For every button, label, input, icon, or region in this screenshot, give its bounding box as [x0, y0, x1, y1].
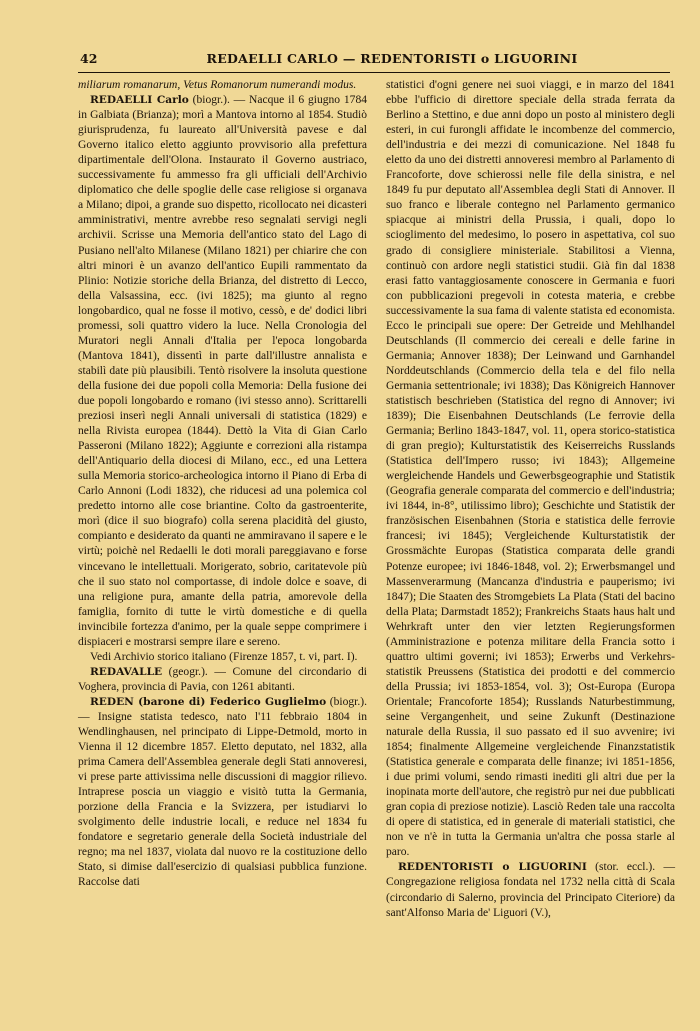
entry-headword: REDAELLI Carlo	[90, 94, 189, 107]
page-header	[78, 48, 670, 70]
entry-reden	[78, 695, 367, 891]
page-number: 42	[80, 51, 98, 66]
entry-text: (geogr.). — Comune del circondario di Voghera, provincia di Pavia, con 1261 abitanti.	[78, 665, 367, 693]
entry-headword: REDAVALLE	[90, 665, 163, 678]
entry-headword: REDENTORISTI o LIGUORINI	[398, 861, 587, 874]
entry-redavalle	[78, 665, 367, 695]
right-column	[386, 78, 675, 921]
entry-redaelli	[78, 93, 367, 650]
running-title: REDAELLI CARLO — REDENTORISTI o LIGUORINI	[206, 51, 578, 66]
entry-continuation: miliarum romanarum, Vetus Romanorum numerandi modus.	[78, 79, 357, 91]
entry-redentoristi	[386, 860, 675, 920]
entry-reden-continued: statistici d'ogni genere nei suoi viaggi, e in marzo del 1841 ebbe l'ufficio di direttore speciale della strada ferrata da Berlino a Stettino, e due anni dopo un posto al ministero degli esteri, in cui furongli affidate le incombenze del commercio, dell'industria e dei mezzi di comunicazione. Nel 1848 fu eletto da uno dei distretti annoveresi membro al Parlamento di Francoforte, dove schierossi nelle file della sinistra, e nel 1849 fu pur deputato all'Assemblea degli Stati di Annover. Il suo franco e liberale contegno nel Parlamento germanico spiacque ai ministri della Prussia, i quali, dopo lo scioglimento del medesimo, lo posero in aspettativa, col suo grado di consigliere ministeriale. Stabilitosi a Vienna, continuò con ardore negli statistici studii. Già fin dal 1838 erasi fatto vantaggiosamente conoscere in Germania e fuori con pubblicazioni pregevoli in cotesta materia, e crebbe successivamente la sua fama di valente statista ed economista. Ecco le principali sue opere: Der Getreide und Mehlhandel Deutschlands (Il commercio dei cereali e delle farine in Germania; Annover 1838); Der Leinwand und Garnhandel Norddeutschlands (Commercio della tela e del filo nella Germania settentrionale; ivi 1838); Das Königreich Hannover statistisch beschrieben (Statistica del regno di Annover; ivi 1839); Die Eisenbahnen Deutschlands (Le ferrovie della Germania; Berlino 1843-1847, vol. 11, opera storico-statistica di gran pregio); Kulturstatistik des Keiserreichs Russlands (Statistica dell'Impero russo; ivi 1843); Allgemeine wergleichende Handels und Gewerbsgeographie und Statistik (Geografia generale comparata del commercio e dell'industria; ivi 1844, in-8°, utilissimo libro); Geschichte und Statistik der französischen Eisenbahnen (Storia e statistica delle ferrovie francesi; ivi 1845); Vergleichende Kulturstatistik der Grossmächte Europas (Statistica comparata delle grandi Potenze europee; ivi 1846-1848, vol. 2); Erwerbsmangel und Massenverarmung (Mancanza d'industria e pauperismo; ivi 1847); Die Staaten des Stromgebiets La Plata (Stati del bacino della Plata; Darmstadt 1852); Frankreichs Staats haus halt und Wehrkraft unter den vier letzten Regierungsformen (Amministrazione e potenza militare della Francia sotto i quattro ultimi governi; ivi 1853); Erwerbs und Verkehrs-statistik Preussens (Statistica dei prodotti e del commercio della Prussia; ivi 1853-1854, vol. 3); Ost-Europa (Europa Orientale; Francoforte 1854); Russlands Naturbestimmung, seine Vergangenheit, und seine Zukunft (Destinazione naturale della Russia, il suo passato ed il suo avvenire; ivi 1854; finalmente Allgemeine vergleichende Finanzstatistik (Statistica generale e comparata delle finanze; ivi 1851-1856, i due primi volumi, sendo rimasti inediti gli altri due per la inopinata morte dell'autore, che registrò pur nei due pubblicati gran copia di preziose notizie). Lasciò Reden tale una raccolta di opere di statistica, ed in generale di materiali statistici, che non ve n'è in tutta la Germania un'altra che possa starle al paro.	[386, 79, 675, 859]
entry-reference: Vedi Archivio storico italiano (Firenze 1857, t. vi, part. I).	[90, 650, 358, 663]
header-rule	[78, 72, 670, 73]
entry-text: (biogr.). — Nacque il 6 giugno 1784 in Galbiata (Brianza); morì a Mantova intorno al 1854. Studiò giurisprudenza, fu laureato all'Università pavese e dal Governo italico eletto aggiunto provvisorio alla prefettura dipartimentale dell'Olona. Instaurato il Governo austriaco, successivamente fu ammesso fra gli ufficiali dell'Archivio diplomatico che delle spoglie delle case religiose si organava a Milano; dipoi, a grande suo dispetto, ricollocato nei dicasteri amministrativi, mentre avrebbe reso segnalati servigi negli archivii. Scrisse una Memoria dell'antico stato del Lago di Pusiano nell'alto Milanese (Milano 1821) per chiarire che con altri minori è un avanzo dell'antico Eupili rammentato da Plinio: Notizie storiche della Brianza, del distretto di Lecco, della Valsassina, ecc. (ivi 1825); ma giunto al regno longobardico, qual ne fosse il motivo, cessò, e de' dodici libri promessi, soli quattro videro la luce. Nella Cronologia del Muratori negli Annali d'Italia per l'epoca longobarda (Mantova 1841), dissentì in parte dall'illustre annalista e stabilì date più plausibili. Tentò risolvere la insoluta questione della fusione dei due popoli colla Memoria: Della fusione dei due popoli longobardo e romano (ivi stesso anno). Scrittarelli preziosi inserì negli Annali universali di statistica (1829) e nella Rivista europea (1844). Dettò la Vita di Gian Carlo Passeroni (Milano 1822); Aggiunte e correzioni alla ristampa dell'Antiquario della diocesi di Milano, ecc., ed una Lettera sulla Memoria storico-archeologica intorno il Piano di Erba di Carlo Annoni (Lodi 1832), che riducesi ad una polemica col predetto intorno alle cose briantine. Colto da gastroenterite, morì (dice il suo biografo) colla serena placidità del giusto, compianto e desiderato da quanti ne ammiravano il sapere e le virtù; poichè nel Redaelli le doti morali pareggiavano e forse vincevano le intellettuali. Morigerato, sobrio, caritatevole più che il suo stato nol comportasse, di indole dolce e soave, di una religione pura, amante della patria, amorevole della famiglia, fornito di tutte le virtù domestiche e di quella invincibile fortezza d'animo, per la quale seppe comprimere i dispiaceri e mostrarsi sempre ilare e sereno.	[78, 94, 367, 648]
entry-headword: REDEN (barone di) Federico Guglielmo	[90, 695, 327, 708]
entry-text: (biogr.). — Insigne statista tedesco, nato l'11 febbraio 1804 in Wendlinghausen, nel principato di Lippe-Detmold, morto in Vienna il 12 dicembre 1857. Eletto deputato, nel 1832, alla prima Camera dell'Assemblea generale degli Stati annoveresi, vi prese parte attivissima nelle discussioni di maggior rilievo. Intraprese poscia un viaggio e visitò tutta la Germania, porzione della Francia e la Svizzera, per istudiarvi lo svolgimento delle industrie locali, e reduce nel 1834 fu fondatore e segretario generale della Società industriale del regno; ma nel 1837, violata dal nuovo re la costituzione dello Stato, si dimise dall'esercizio di qualsiasi pubblica funzione. Raccolse dati	[78, 695, 367, 889]
entry-text: (stor. eccl.). — Congregazione religiosa fondata nel 1732 nella città di Scala (circondario di Salerno, provincia del Principato Citeriore) da sant'Alfonso Maria de' Liguori (V.),	[386, 861, 675, 919]
left-column	[78, 78, 367, 891]
